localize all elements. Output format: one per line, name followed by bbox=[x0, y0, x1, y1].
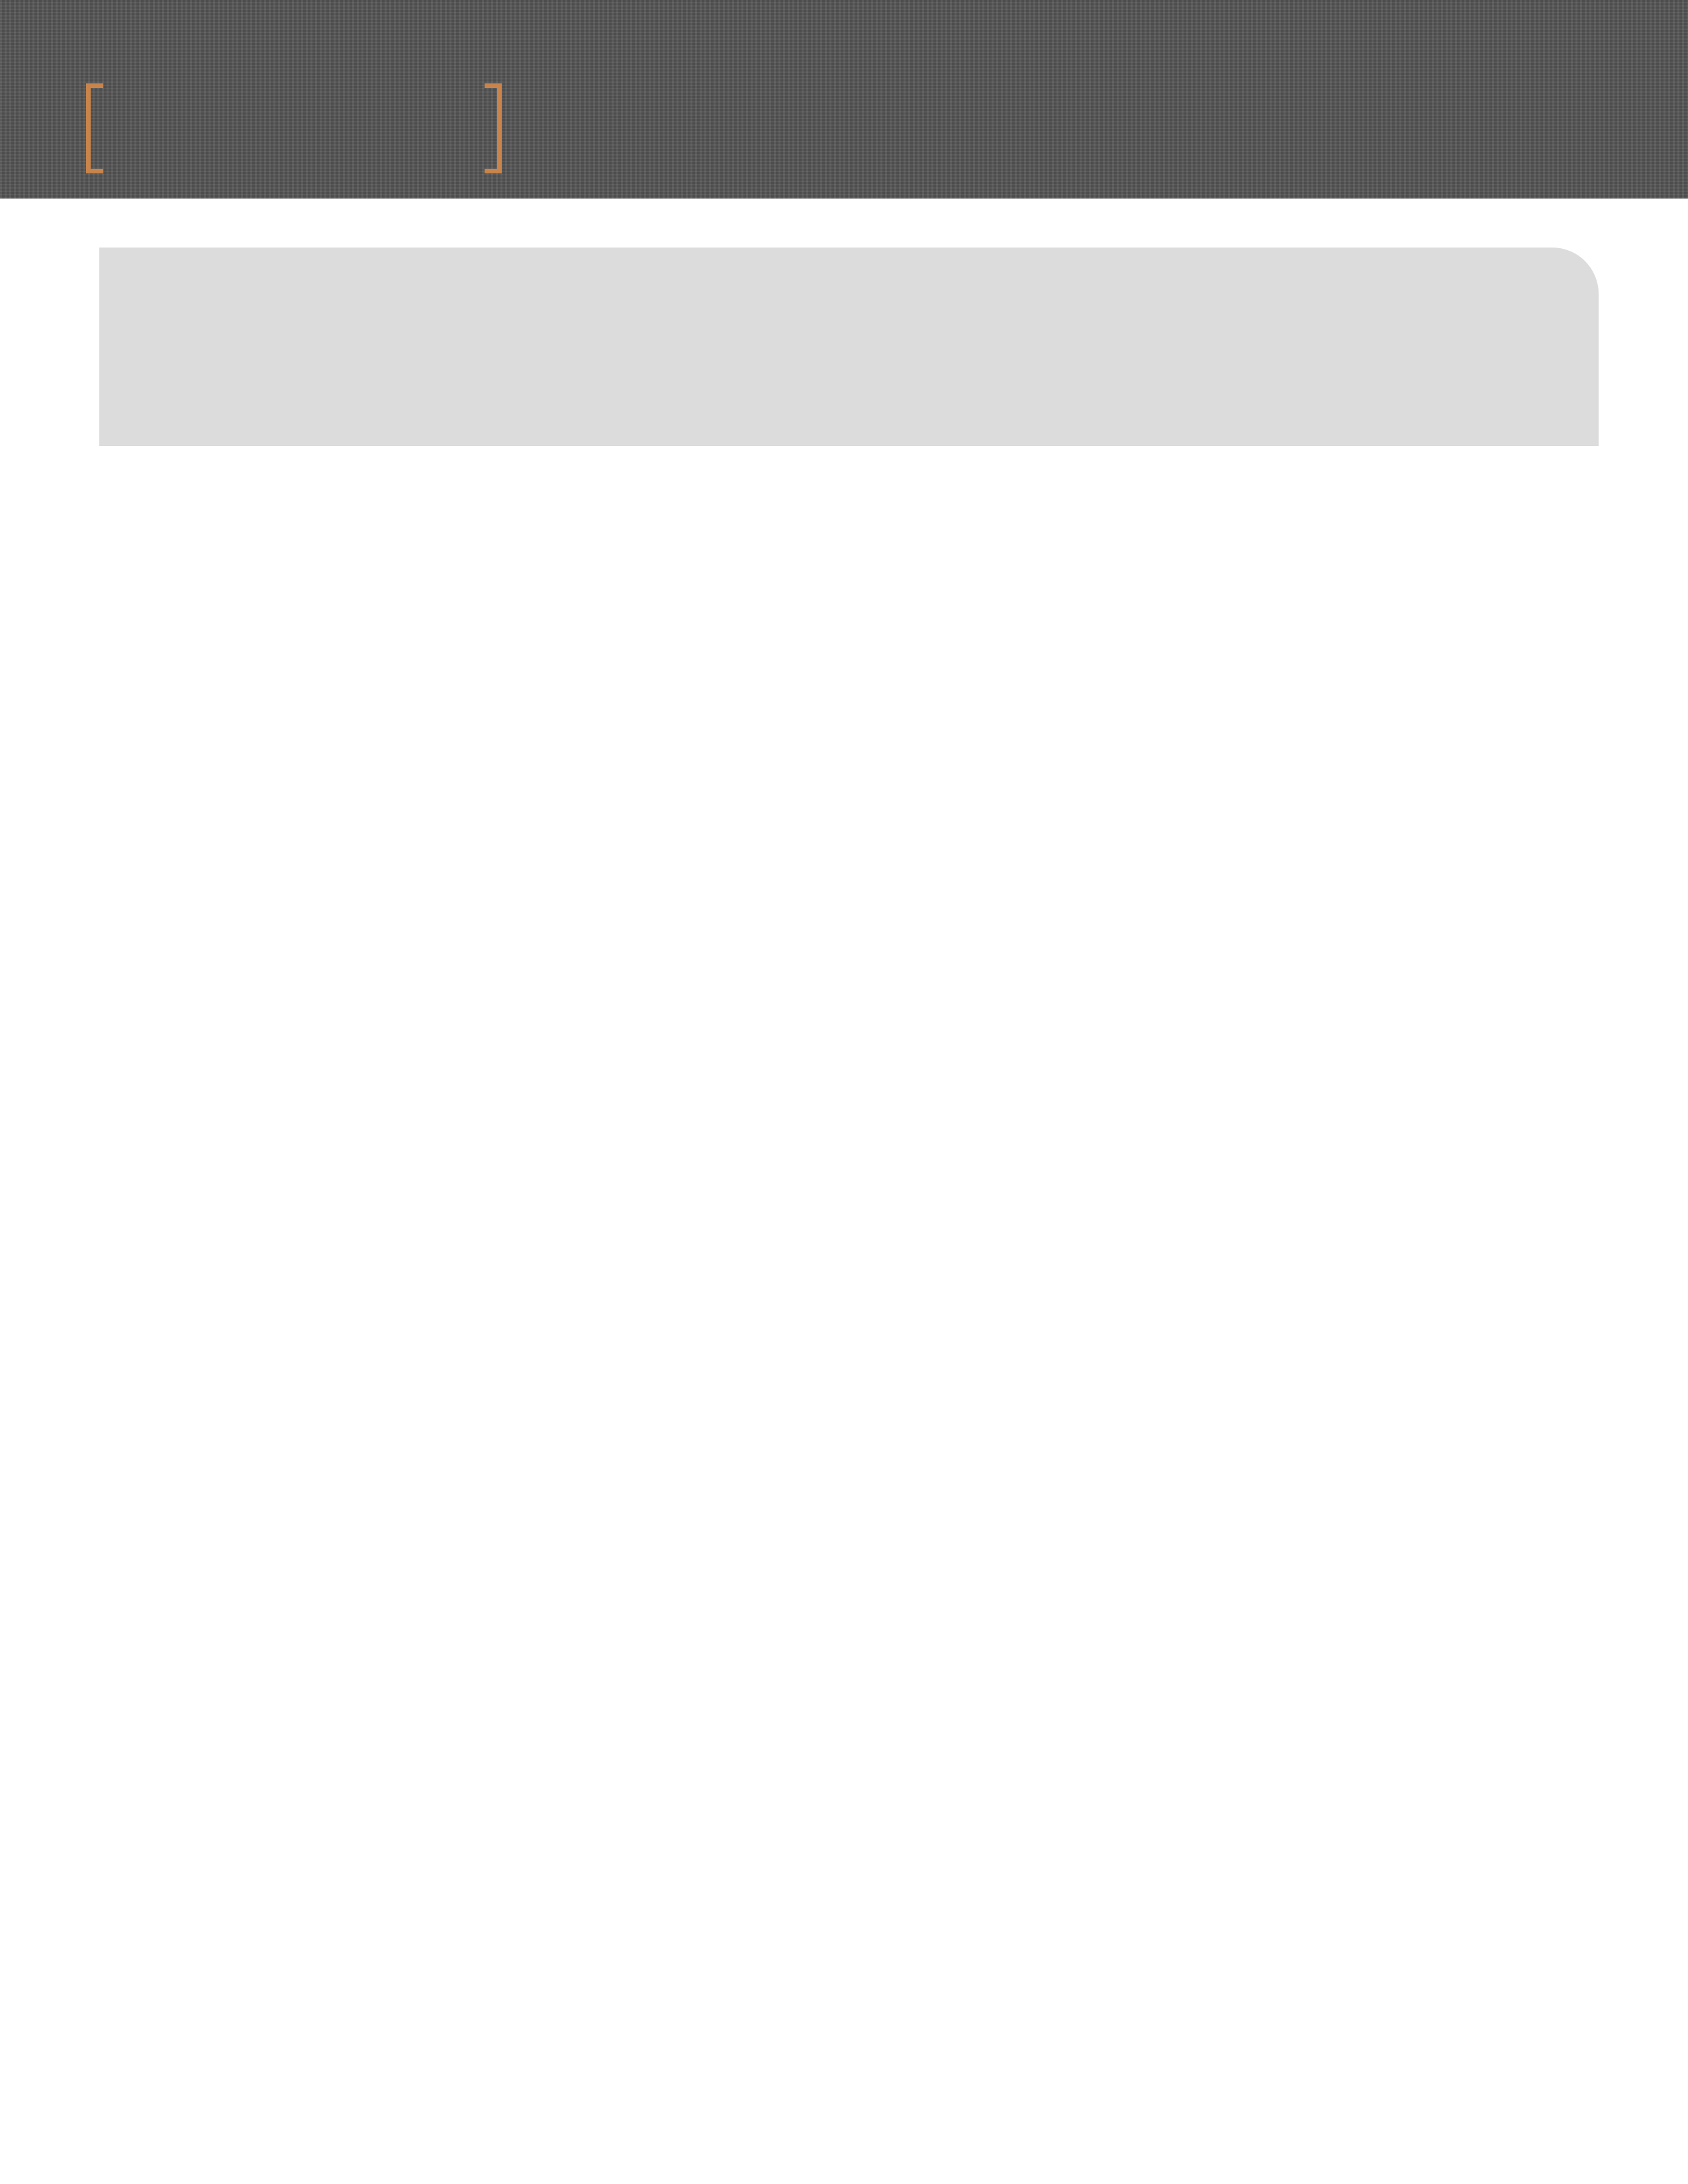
left-bracket-icon bbox=[86, 83, 103, 173]
header-band bbox=[0, 0, 1688, 199]
right-bracket-icon bbox=[485, 83, 502, 173]
statement-title-panel bbox=[99, 248, 1599, 446]
